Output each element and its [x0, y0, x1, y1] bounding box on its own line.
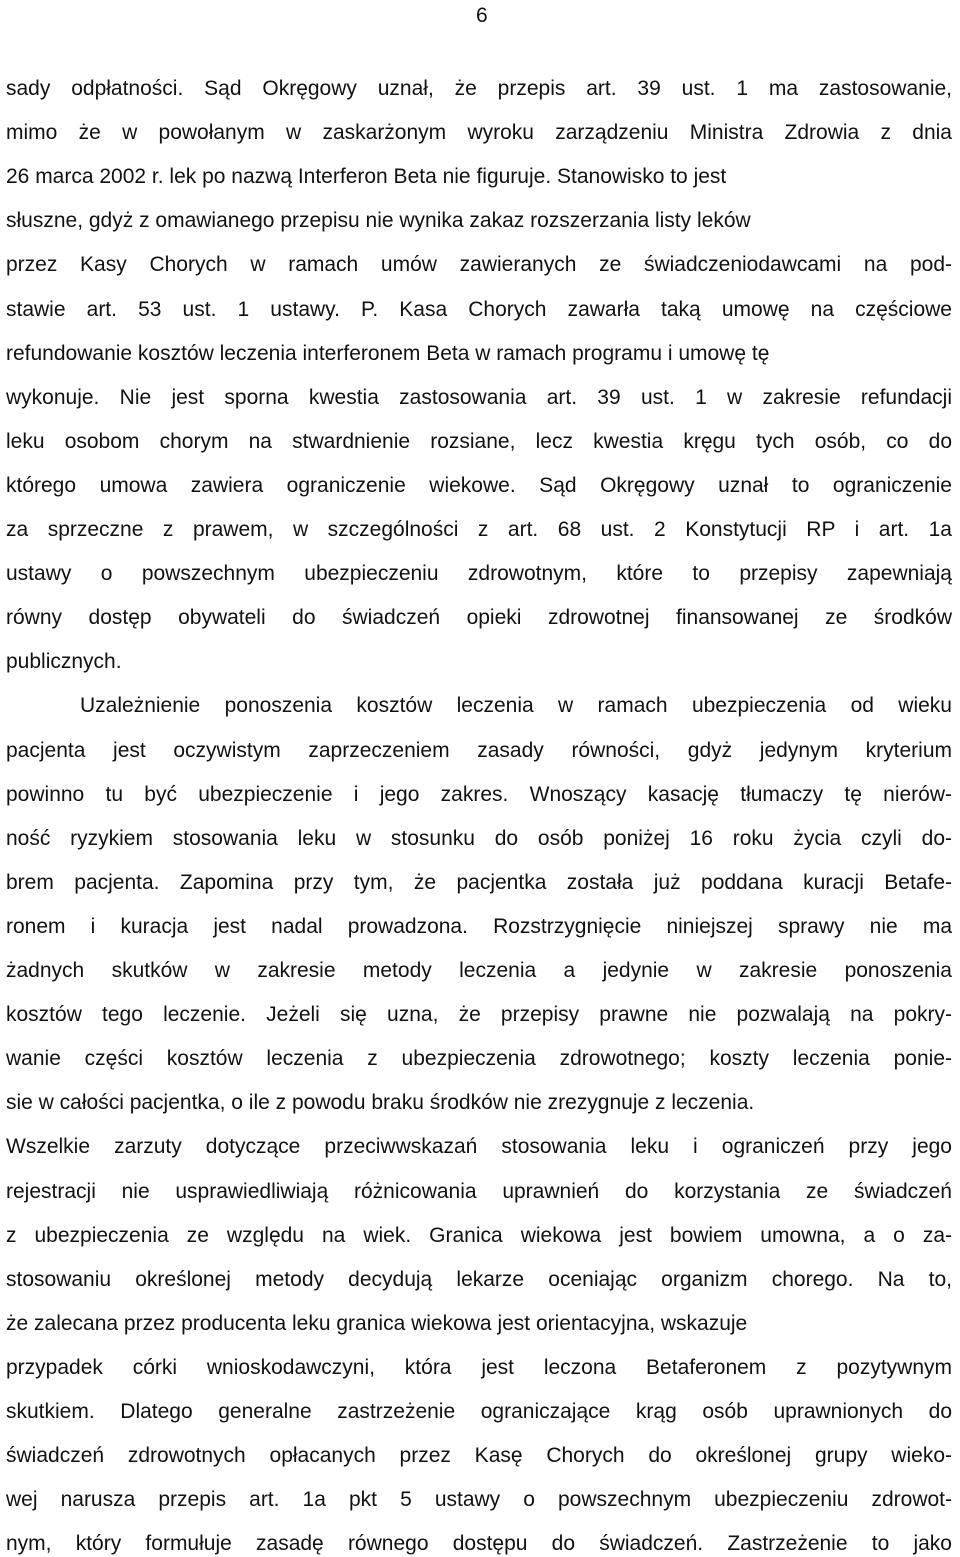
text-line: równy dostęp obywateli do świadczeń opieki zdrowotnej finansowanej ze środków: [6, 606, 952, 629]
text-line: kosztów tego leczenie. Jeżeli się uzna, że przepisy prawne nie pozwalają na pokry-: [6, 1003, 952, 1026]
text-line: sie w całości pacjentka, o ile z powodu braku środków nie zrezygnuje z leczenia.: [6, 1091, 755, 1114]
text-line: przypadek córki wnioskodawczyni, która jest leczona Betaferonem z pozytywnym: [6, 1356, 952, 1379]
text-line: słuszne, gdyż z omawianego przepisu nie wynika zakaz rozszerzania listy leków: [6, 209, 751, 232]
text-line: stosowaniu określonej metody decydują lekarze oceniając organizm chorego. Na to,: [6, 1268, 952, 1291]
text-line: powinno tu być ubezpieczenie i jego zakres. Wnoszący kasację tłumaczy tę nierów-: [6, 783, 952, 806]
text-line: mimo że w powołanym w zaskarżonym wyroku zarządzeniu Ministra Zdrowia z dnia: [6, 121, 952, 144]
text-line: 26 marca 2002 r. lek po nazwą Interferon Beta nie figuruje. Stanowisko to jest: [6, 165, 727, 188]
text-line: wej narusza przepis art. 1a pkt 5 ustawy o powszechnym ubezpieczeniu zdrowot-: [6, 1488, 952, 1511]
text-line: pacjenta jest oczywistym zaprzeczeniem zasady równości, gdyż jedynym kryterium: [6, 739, 952, 762]
text-line: publicznych.: [6, 650, 122, 673]
text-line: wanie części kosztów leczenia z ubezpieczenia zdrowotnego; koszty leczenia ponie-: [6, 1047, 952, 1070]
text-line: refundowanie kosztów leczenia interferonem Beta w ramach programu i umowę tę: [6, 342, 770, 365]
text-line: skutkiem. Dlatego generalne zastrzeżenie ograniczające krąg osób uprawnionych do: [6, 1400, 952, 1423]
text-line: ronem i kuracja jest nadal prowadzona. Rozstrzygnięcie niniejszej sprawy nie ma: [6, 915, 952, 938]
page-number: 6: [476, 4, 488, 27]
text-line: którego umowa zawiera ograniczenie wiekowe. Sąd Okręgowy uznał to ograniczenie: [6, 474, 952, 497]
text-line: wykonuje. Nie jest sporna kwestia zastosowania art. 39 ust. 1 w zakresie refundacji: [6, 386, 952, 409]
text-line: rejestracji nie usprawiedliwiają różnicowania uprawnień do korzystania ze świadczeń: [6, 1180, 952, 1203]
text-line: że zalecana przez producenta leku granica wiekowa jest orientacyjna, wskazuje: [6, 1312, 748, 1335]
text-line: brem pacjenta. Zapomina przy tym, że pacjentka została już poddana kuracji Betafe-: [6, 871, 952, 894]
text-line: leku osobom chorym na stwardnienie rozsiane, lecz kwestia kręgu tych osób, co do: [6, 430, 952, 453]
text-line: za sprzeczne z prawem, w szczególności z art. 68 ust. 2 Konstytucji RP i art. 1a: [6, 518, 952, 541]
text-line: ność ryzykiem stosowania leku w stosunku do osób poniżej 16 roku życia czyli do-: [6, 827, 952, 850]
text-line: przez Kasy Chorych w ramach umów zawieranych ze świadczeniodawcami na pod-: [6, 253, 952, 276]
text-line: sady odpłatności. Sąd Okręgowy uznał, że przepis art. 39 ust. 1 ma zastosowanie,: [6, 77, 952, 100]
text-line: nym, który formułuje zasadę równego dostępu do świadczeń. Zastrzeżenie to jako: [6, 1532, 952, 1555]
text-line: Uzależnienie ponoszenia kosztów leczenia w ramach ubezpieczenia od wieku: [80, 694, 952, 717]
text-line: z ubezpieczenia ze względu na wiek. Granica wiekowa jest bowiem umowna, a o za-: [6, 1224, 952, 1247]
text-line: ustawy o powszechnym ubezpieczeniu zdrowotnym, które to przepisy zapewniają: [6, 562, 952, 585]
text-line: stawie art. 53 ust. 1 ustawy. P. Kasa Chorych zawarła taką umowę na częściowe: [6, 298, 952, 321]
text-line: świadczeń zdrowotnych opłacanych przez Kasę Chorych do określonej grupy wieko-: [6, 1444, 952, 1467]
text-line: żadnych skutków w zakresie metody leczenia a jedynie w zakresie ponoszenia: [6, 959, 952, 982]
text-line: Wszelkie zarzuty dotyczące przeciwwskazań stosowania leku i ograniczeń przy jego: [6, 1135, 952, 1158]
